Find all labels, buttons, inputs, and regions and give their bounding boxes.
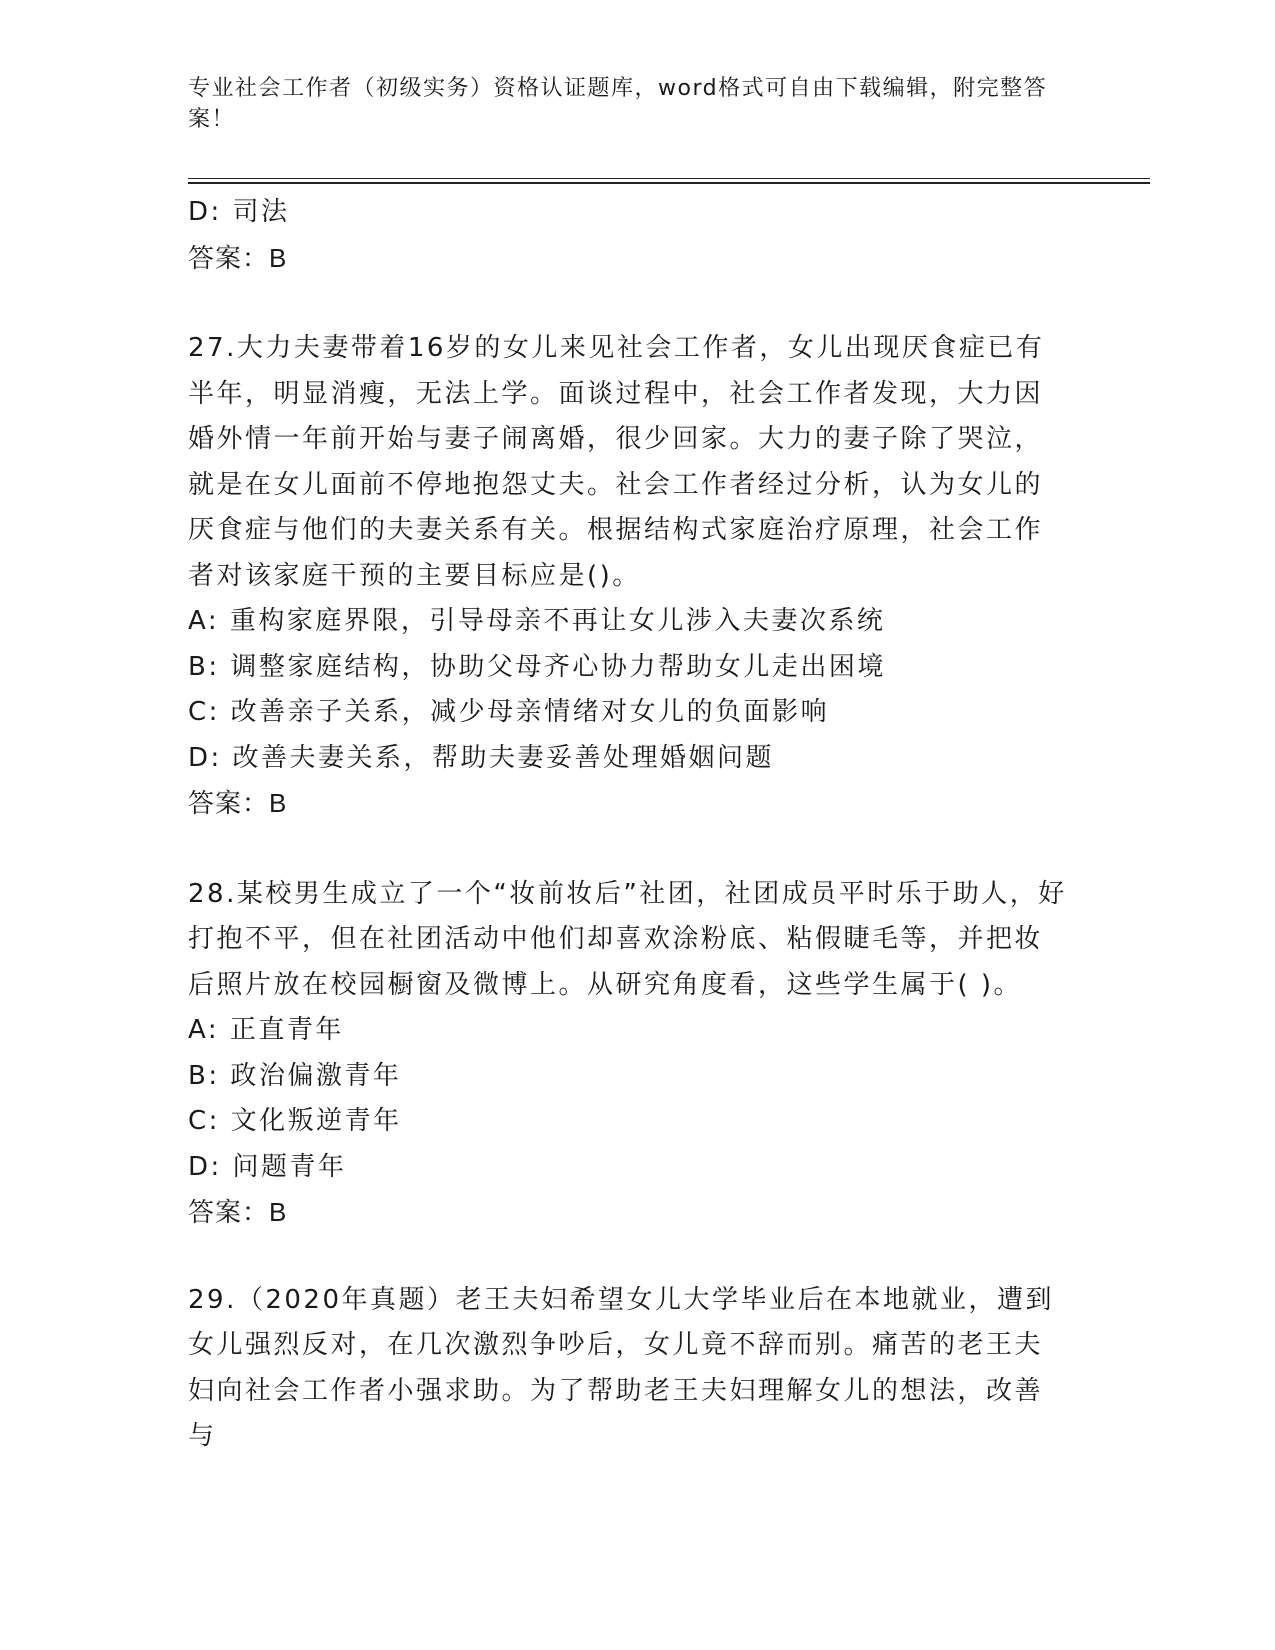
prev-option-d: D: 司法 <box>188 197 290 227</box>
option-b: B: 调整家庭结构，协助父母齐心协力帮助女儿走出困境 <box>188 651 886 682</box>
document-body <box>188 190 1068 1460</box>
header-rule-thin <box>188 178 1150 179</box>
question-stem: 28.某校男生成立了一个“妆前妆后”社团，社团成员平时乐于助人，好打抱不平，但在社团活动中他们却喜欢涂粉底、粘假睫毛等，并把妆后照片放在校园橱窗及微博上。从研究角度看，这些学生属于( )。 <box>188 878 1067 1000</box>
option-c: C: 文化叛逆青年 <box>188 1106 402 1136</box>
option-a: A: 正直青年 <box>188 1015 344 1045</box>
document-header: 专业社会工作者（初级实务）资格认证题库，word格式可自由下载编辑，附完整答案！ <box>188 76 1048 132</box>
header-rule-thick <box>188 182 1150 184</box>
question-27 <box>188 326 1068 827</box>
question-stem: 27.大力夫妻带着16岁的女儿来见社会工作者，女儿出现厌食症已有半年，明显消瘦，无法上学。面谈过程中，社会工作者发现，大力因婚外情一年前开始与妻子闹离婚，很少回家。大力的妻子除了哭泣，就是在女儿面前不停地抱怨丈夫。社会工作者经过分析，认为女儿的厌食症与他们的夫妻关系有关。根据结构式家庭治疗原理，社会工作者对该家庭干预的主要目标应是()。 <box>188 333 1045 591</box>
question-28 <box>188 872 1068 1236</box>
option-c: C: 改善亲子关系，减少母亲情绪对女儿的负面影响 <box>188 697 830 727</box>
answer: 答案：B <box>188 1197 288 1227</box>
option-a: A: 重构家庭界限，引导母亲不再让女儿涉入夫妻次系统 <box>188 606 886 636</box>
option-d: D: 改善夫妻关系，帮助夫妻妥善处理婚姻问题 <box>188 742 775 773</box>
option-b: B: 政治偏激青年 <box>188 1060 402 1091</box>
option-d: D: 问题青年 <box>188 1151 347 1182</box>
question-stem: 29.（2020年真题）老王夫妇希望女儿大学毕业后在本地就业，遭到女儿强烈反对，在几次激烈争吵后，女儿竟不辞而别。痛苦的老王夫妇向社会工作者小强求助。为了帮助老王夫妇理解女儿的想法，改善与 <box>188 1284 1055 1451</box>
answer: 答案：B <box>188 788 288 818</box>
prev-answer: 答案：B <box>188 242 288 273</box>
question-29 <box>188 1278 1068 1460</box>
